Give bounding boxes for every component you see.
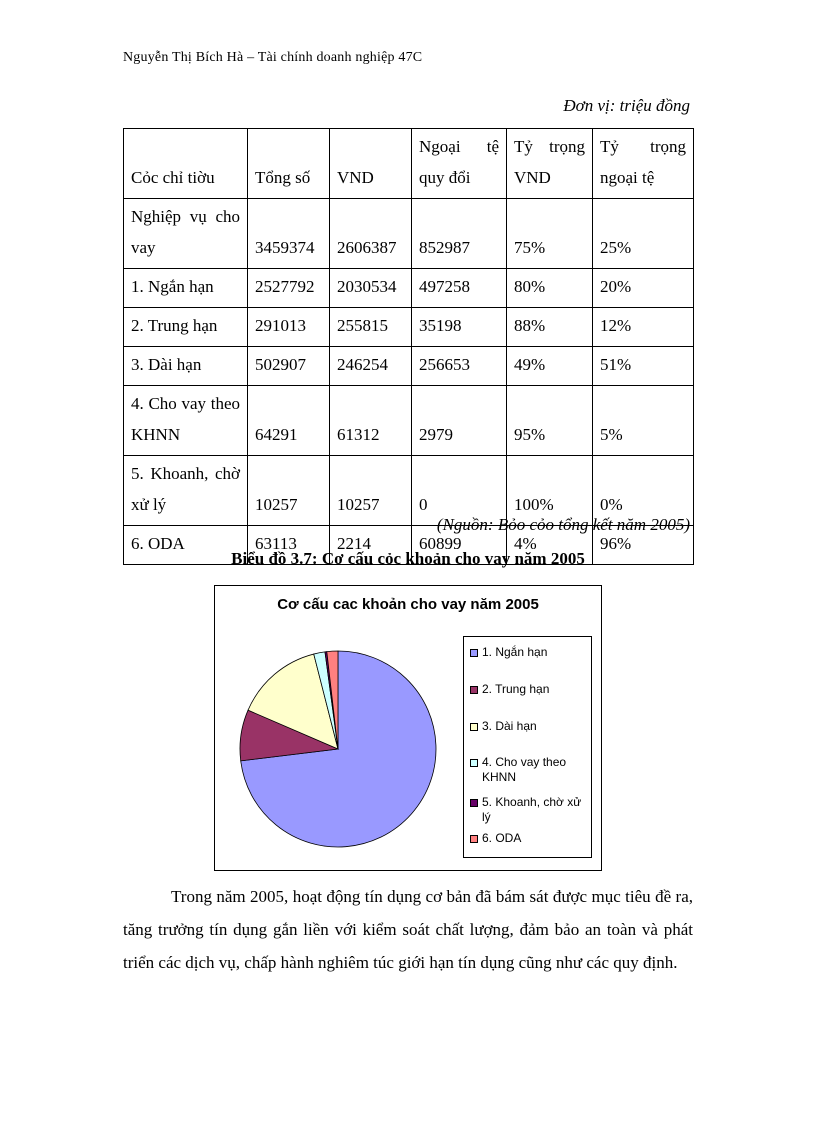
- table-cell: 1. Ngắn hạn: [124, 269, 248, 308]
- table-cell: 51%: [593, 347, 694, 386]
- table-cell: Nghiệp vụ cho vay: [124, 199, 248, 269]
- table-cell: 2. Trung hạn: [124, 308, 248, 347]
- unit-note: Đơn vị: triệu đồng: [563, 96, 690, 115]
- legend-swatch: [470, 759, 478, 767]
- table-cell: 291013: [248, 308, 330, 347]
- table-cell: 502907: [248, 347, 330, 386]
- table-cell: 95%: [507, 386, 593, 456]
- legend-swatch: [470, 723, 478, 731]
- table-cell: 2214: [330, 526, 412, 565]
- table-cell: 25%: [593, 199, 694, 269]
- legend-label: 1. Ngắn hạn: [482, 645, 548, 659]
- legend-item: [470, 795, 588, 825]
- table-row: [124, 308, 694, 347]
- pie-chart-frame: [214, 585, 602, 871]
- body-paragraph: [123, 880, 693, 979]
- table-cell: 64291: [248, 386, 330, 456]
- table-header-cell: VND: [330, 129, 412, 199]
- table-cell: 35198: [412, 308, 507, 347]
- legend-swatch: [470, 649, 478, 657]
- table-row: [124, 386, 694, 456]
- legend-swatch: [470, 686, 478, 694]
- table-cell: 10257: [248, 456, 330, 526]
- table-cell: 5%: [593, 386, 694, 456]
- page-header: Nguyễn Thị Bích Hà – Tài chính doanh nghiệp 47C: [123, 50, 423, 65]
- table-cell: 256653: [412, 347, 507, 386]
- table-cell: 2606387: [330, 199, 412, 269]
- legend-item: [470, 682, 588, 697]
- legend-label: 2. Trung hạn: [482, 682, 550, 696]
- table-cell: 49%: [507, 347, 593, 386]
- loan-table: [123, 128, 694, 565]
- paragraph-text: Trong năm 2005, hoạt động tín dụng cơ bản đã bám sát được mục tiêu đề ra, tăng trưởng tín dụng gắn liền với kiểm soát chất lượng, đảm bảo an toàn và phát triển các dịch vụ, chấp hành nghiêm túc giới hạn tín dụng cũng như các quy định.: [123, 887, 693, 972]
- table-cell: 96%: [593, 526, 694, 565]
- source-note: (Nguồn: Bỏo cỏo tổng kết năm 2005): [436, 515, 690, 534]
- legend-label: 5. Khoanh, chờ xử lý: [482, 795, 582, 824]
- table-cell: 497258: [412, 269, 507, 308]
- table-cell: 4. Cho vay theo KHNN: [124, 386, 248, 456]
- chart-legend: [463, 636, 592, 858]
- legend-item: [470, 755, 588, 785]
- table-cell: 255815: [330, 308, 412, 347]
- table-cell: 6. ODA: [124, 526, 248, 565]
- legend-item: [470, 719, 588, 734]
- table-header-cell: Ngoại tệ quy đổi: [412, 129, 507, 199]
- table-cell: 100%: [507, 456, 593, 526]
- table-cell: 80%: [507, 269, 593, 308]
- table-cell: 10257: [330, 456, 412, 526]
- table-row: [124, 269, 694, 308]
- legend-swatch: [470, 799, 478, 807]
- legend-label: 3. Dài hạn: [482, 719, 537, 733]
- table-cell: 3459374: [248, 199, 330, 269]
- legend-label: 4. Cho vay theo KHNN: [482, 755, 567, 784]
- table-header-cell: Tỷ trọng VND: [507, 129, 593, 199]
- table-cell: 2527792: [248, 269, 330, 308]
- table-cell: 61312: [330, 386, 412, 456]
- chart-caption: Biểu đồ 3.7: Cơ cấu cỏc khoản cho vay năm 2005: [231, 549, 585, 568]
- table-header-cell: Tổng số: [248, 129, 330, 199]
- table-row: [124, 199, 694, 269]
- table-header-cell: Cỏc chỉ tiờu: [124, 129, 248, 199]
- table-cell: 5. Khoanh, chờ xử lý: [124, 456, 248, 526]
- table-cell: 4%: [507, 526, 593, 565]
- table-cell: 20%: [593, 269, 694, 308]
- table-cell: 88%: [507, 308, 593, 347]
- legend-swatch: [470, 835, 478, 843]
- legend-label: 6. ODA: [482, 831, 522, 845]
- table-header-row: [124, 129, 694, 199]
- table-cell: 0: [412, 456, 507, 526]
- table-cell: 60899: [412, 526, 507, 565]
- legend-item: [470, 645, 588, 660]
- table-cell: 12%: [593, 308, 694, 347]
- table-cell: 852987: [412, 199, 507, 269]
- legend-item: [470, 831, 588, 846]
- table-cell: 75%: [507, 199, 593, 269]
- table-cell: 0%: [593, 456, 694, 526]
- table-cell: 3. Dài hạn: [124, 347, 248, 386]
- table-header-cell: Tỷ trọng ngoại tệ: [593, 129, 694, 199]
- table-cell: 63113: [248, 526, 330, 565]
- chart-title: Cơ cấu cac khoản cho vay năm 2005: [277, 596, 539, 613]
- table-cell: 246254: [330, 347, 412, 386]
- pie-chart: [233, 644, 443, 854]
- table-cell: 2030534: [330, 269, 412, 308]
- table-cell: 2979: [412, 386, 507, 456]
- table-row: [124, 347, 694, 386]
